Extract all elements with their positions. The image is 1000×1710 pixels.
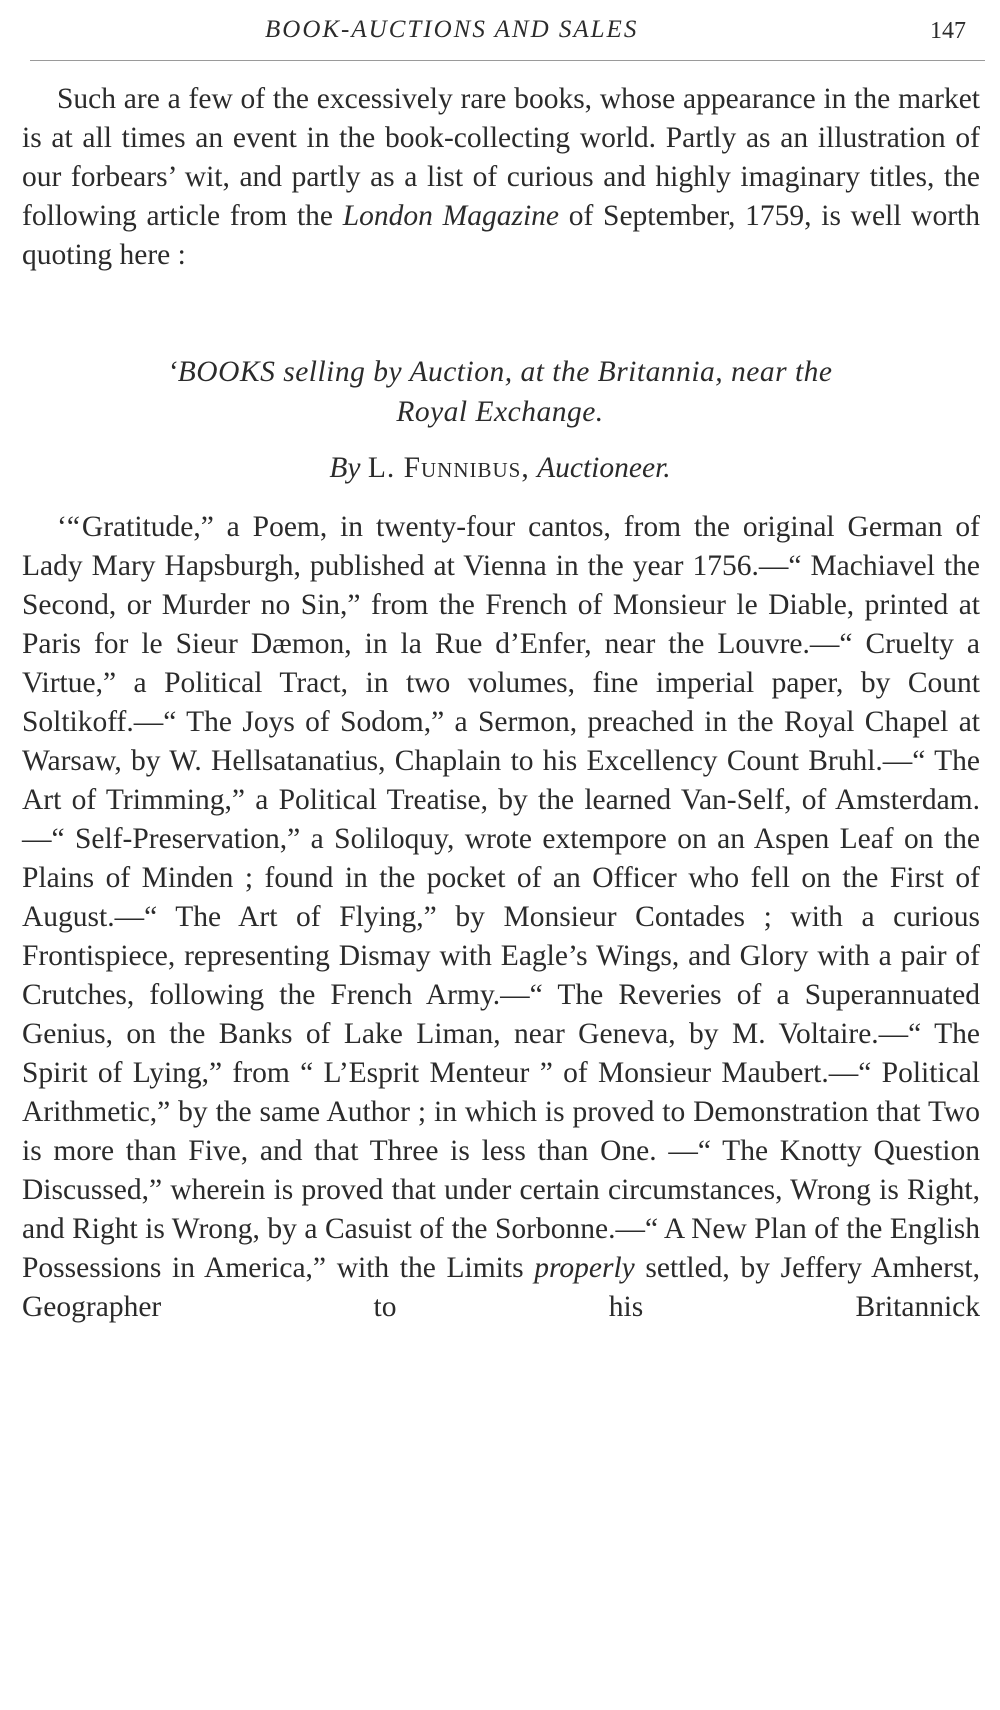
intro-paragraph xyxy=(22,80,980,275)
opening-quote: ‘“ xyxy=(57,511,80,543)
book-list-text-end: settled, by Jeffery Amherst, Geographer to his Britannick xyxy=(22,1252,980,1323)
running-title: BOOK-AUCTIONS AND SALES xyxy=(265,16,639,43)
intro-text-2: of September, 1759, is well worth quoting here : xyxy=(22,200,981,271)
auctioneer-byline xyxy=(60,448,940,488)
notice-heading xyxy=(60,352,940,432)
notice-heading-line-1: ‘BOOKS selling by Auction, at the Britannia, near the xyxy=(167,356,833,388)
magazine-title: London Magazine xyxy=(342,200,559,232)
running-head xyxy=(0,14,1000,54)
emphasis-properly: properly xyxy=(534,1252,635,1284)
book-list-paragraph xyxy=(22,508,980,1327)
intro-text-1: Such are a few of the excessively rare books, whose appearance in the market is at all times an event in the book-collecting world. Partly as an illustration of our forbears’ wit, and partly as a list of curious and highly imaginary titles, the following article from the xyxy=(22,83,980,232)
book-list-text: Gratitude,” a Poem, in twenty-four cantos, from the original German of Lady Mary Hapsburgh, published at Vienna in the year 1756.—“ Machiavel the Second, or Murder no Sin,” from the French of Monsieur le Diable, printed at Paris for le Sieur Dæmon, in la Rue d’Enfer, near the Louvre.—“ Cruelty a Virtue,” a Political Tract, in two volumes, fine imperial paper, by Count Soltikoff.—“ The Joys of Sodom,” a Sermon, preached in the Royal Chapel at Warsaw, by W. Hellsatanatius, Chaplain to his Excellency Count Bruhl.—“ The Art of Trimming,” a Political Treatise, by the learned Van-Self, of Amsterdam.—“ Self-Preservation,” a Soliloquy, wrote extempore on an Aspen Leaf on the Plains of Minden ; found in the pocket of an Officer who fell on the First of August.—“ The Art of Flying,” by Monsieur Contades ; with a curious Frontispiece, representing Dismay with Eagle’s Wings, and Glory with a pair of Crutches, following the French Army.—“ The Reveries of a Superannuated Genius, on the Banks of Lake Liman, near Geneva, by M. Voltaire.—“ The Spirit of Lying,” from “ L’Esprit Menteur ” of Monsieur Maubert.—“ Political Arithmetic,” by the same Author ; in which is proved to Demonstration that Two is more than Five, and that Three is less than One. —“ The Knotty Question Discussed,” wherein is proved that under certain circumstances, Wrong is Right, and Right is Wrong, by a Casuist of the Sorbonne.—“ A New Plan of the English Possessions in America,” with the Limits xyxy=(22,511,980,1284)
header-rule xyxy=(30,60,985,61)
auctioneer-title: Auctioneer. xyxy=(537,452,671,484)
page-number: 147 xyxy=(930,18,966,44)
auctioneer-name: L. Funnibus, xyxy=(367,452,530,484)
notice-heading-line-2: Royal Exchange. xyxy=(396,396,604,428)
byline-by: By xyxy=(329,452,361,484)
